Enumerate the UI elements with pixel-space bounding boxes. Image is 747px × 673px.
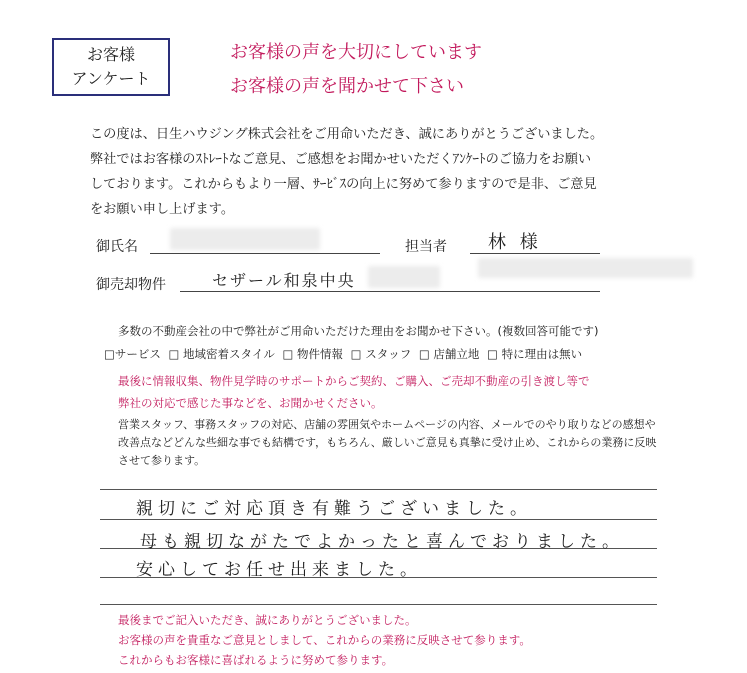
name-redacted [170,228,320,250]
option-local-style[interactable]: □ 地域密着スタイル [168,347,275,361]
property-underline [180,290,600,292]
intro-paragraph [90,122,690,222]
reason-question: 多数の不動産会社の中で弊社がご用命いただけた理由をお聞かせ下さい。(複数回答可能です) [118,324,599,338]
feedback-prompt-1: 最後に情報収集、物件見学時のサポートからご契約、ご購入、ご売却不動産の引き渡し等で [118,374,590,388]
option-staff[interactable]: □ スタッフ [350,347,412,361]
title-line-2: アンケート [71,69,151,88]
intro-line: しております。これからもより一層、ｻｰﾋﾞｽの向上に努めて参りますので是非、ご意見 [90,177,597,192]
closing-line-1: 最後までご記入いただき、誠にありがとうございました。 [118,613,417,627]
feedback-prompt-2: 弊社の対応で感じた事などを、お聞かせください。 [118,396,383,410]
staff-redacted [478,258,693,278]
title-line-1: お客様 [86,45,135,64]
feedback-note-2: 改善点などどんな些細な事でも結構です，もちろん、厳しいご意見も真摯に受け止め、これからの業務に反映 [118,436,657,449]
name-underline [150,252,380,254]
option-no-reason[interactable]: □ 特に理由は無い [487,347,583,361]
handwritten-line-3: 安心してお任せ出来ました。 [136,560,422,580]
survey-title-box [52,38,170,96]
option-property-info[interactable]: □ 物件情報 [282,347,344,361]
intro-line: をお願い申し上げます。 [90,202,235,217]
headline-1: お客様の声を大切にしています [230,42,482,63]
closing-line-2: お客様の声を貴重なご意見としまして、これからの業務に反映させて参ります。 [118,633,531,647]
headline-2: お客様の声を聞かせて下さい [230,76,464,97]
staff-value: 林 様 [488,232,542,253]
property-redacted [368,266,440,288]
closing-line-3: これからもお客様に喜ばれるように努めて参ります。 [118,653,394,667]
property-label: 御売却物件 [96,277,166,293]
feedback-note-1: 営業スタッフ、事務スタッフの対応、店舗の雰囲気やホームページの内容、メールでのやり取りなどの感想や [118,418,656,431]
intro-line: 弊社ではお客様のｽﾄﾚｰﾄなご意見、ご感想をお聞かせいただくｱﾝｹｰﾄのご協力をお願い [90,152,592,167]
write-line [100,489,657,490]
staff-underline [470,252,600,254]
reason-options [104,346,586,362]
name-label: 御氏名 [96,239,138,255]
feedback-note-3: させて参ります。 [118,454,206,467]
property-value: セザール和泉中央 [212,271,356,290]
staff-label: 担当者 [405,239,447,255]
option-store-location[interactable]: □ 店舗立地 [418,347,480,361]
write-line [100,519,657,520]
intro-line: この度は、日生ハウジング株式会社をご用命いただき、誠にありがとうございました。 [90,127,604,142]
option-service[interactable]: □サービス [104,347,161,361]
write-line [100,604,657,605]
handwritten-line-2: 母も親切ながたでよかったと喜んでおりました。 [140,532,624,552]
handwritten-line-1: 親切にご対応頂き有難うございました。 [136,499,532,519]
